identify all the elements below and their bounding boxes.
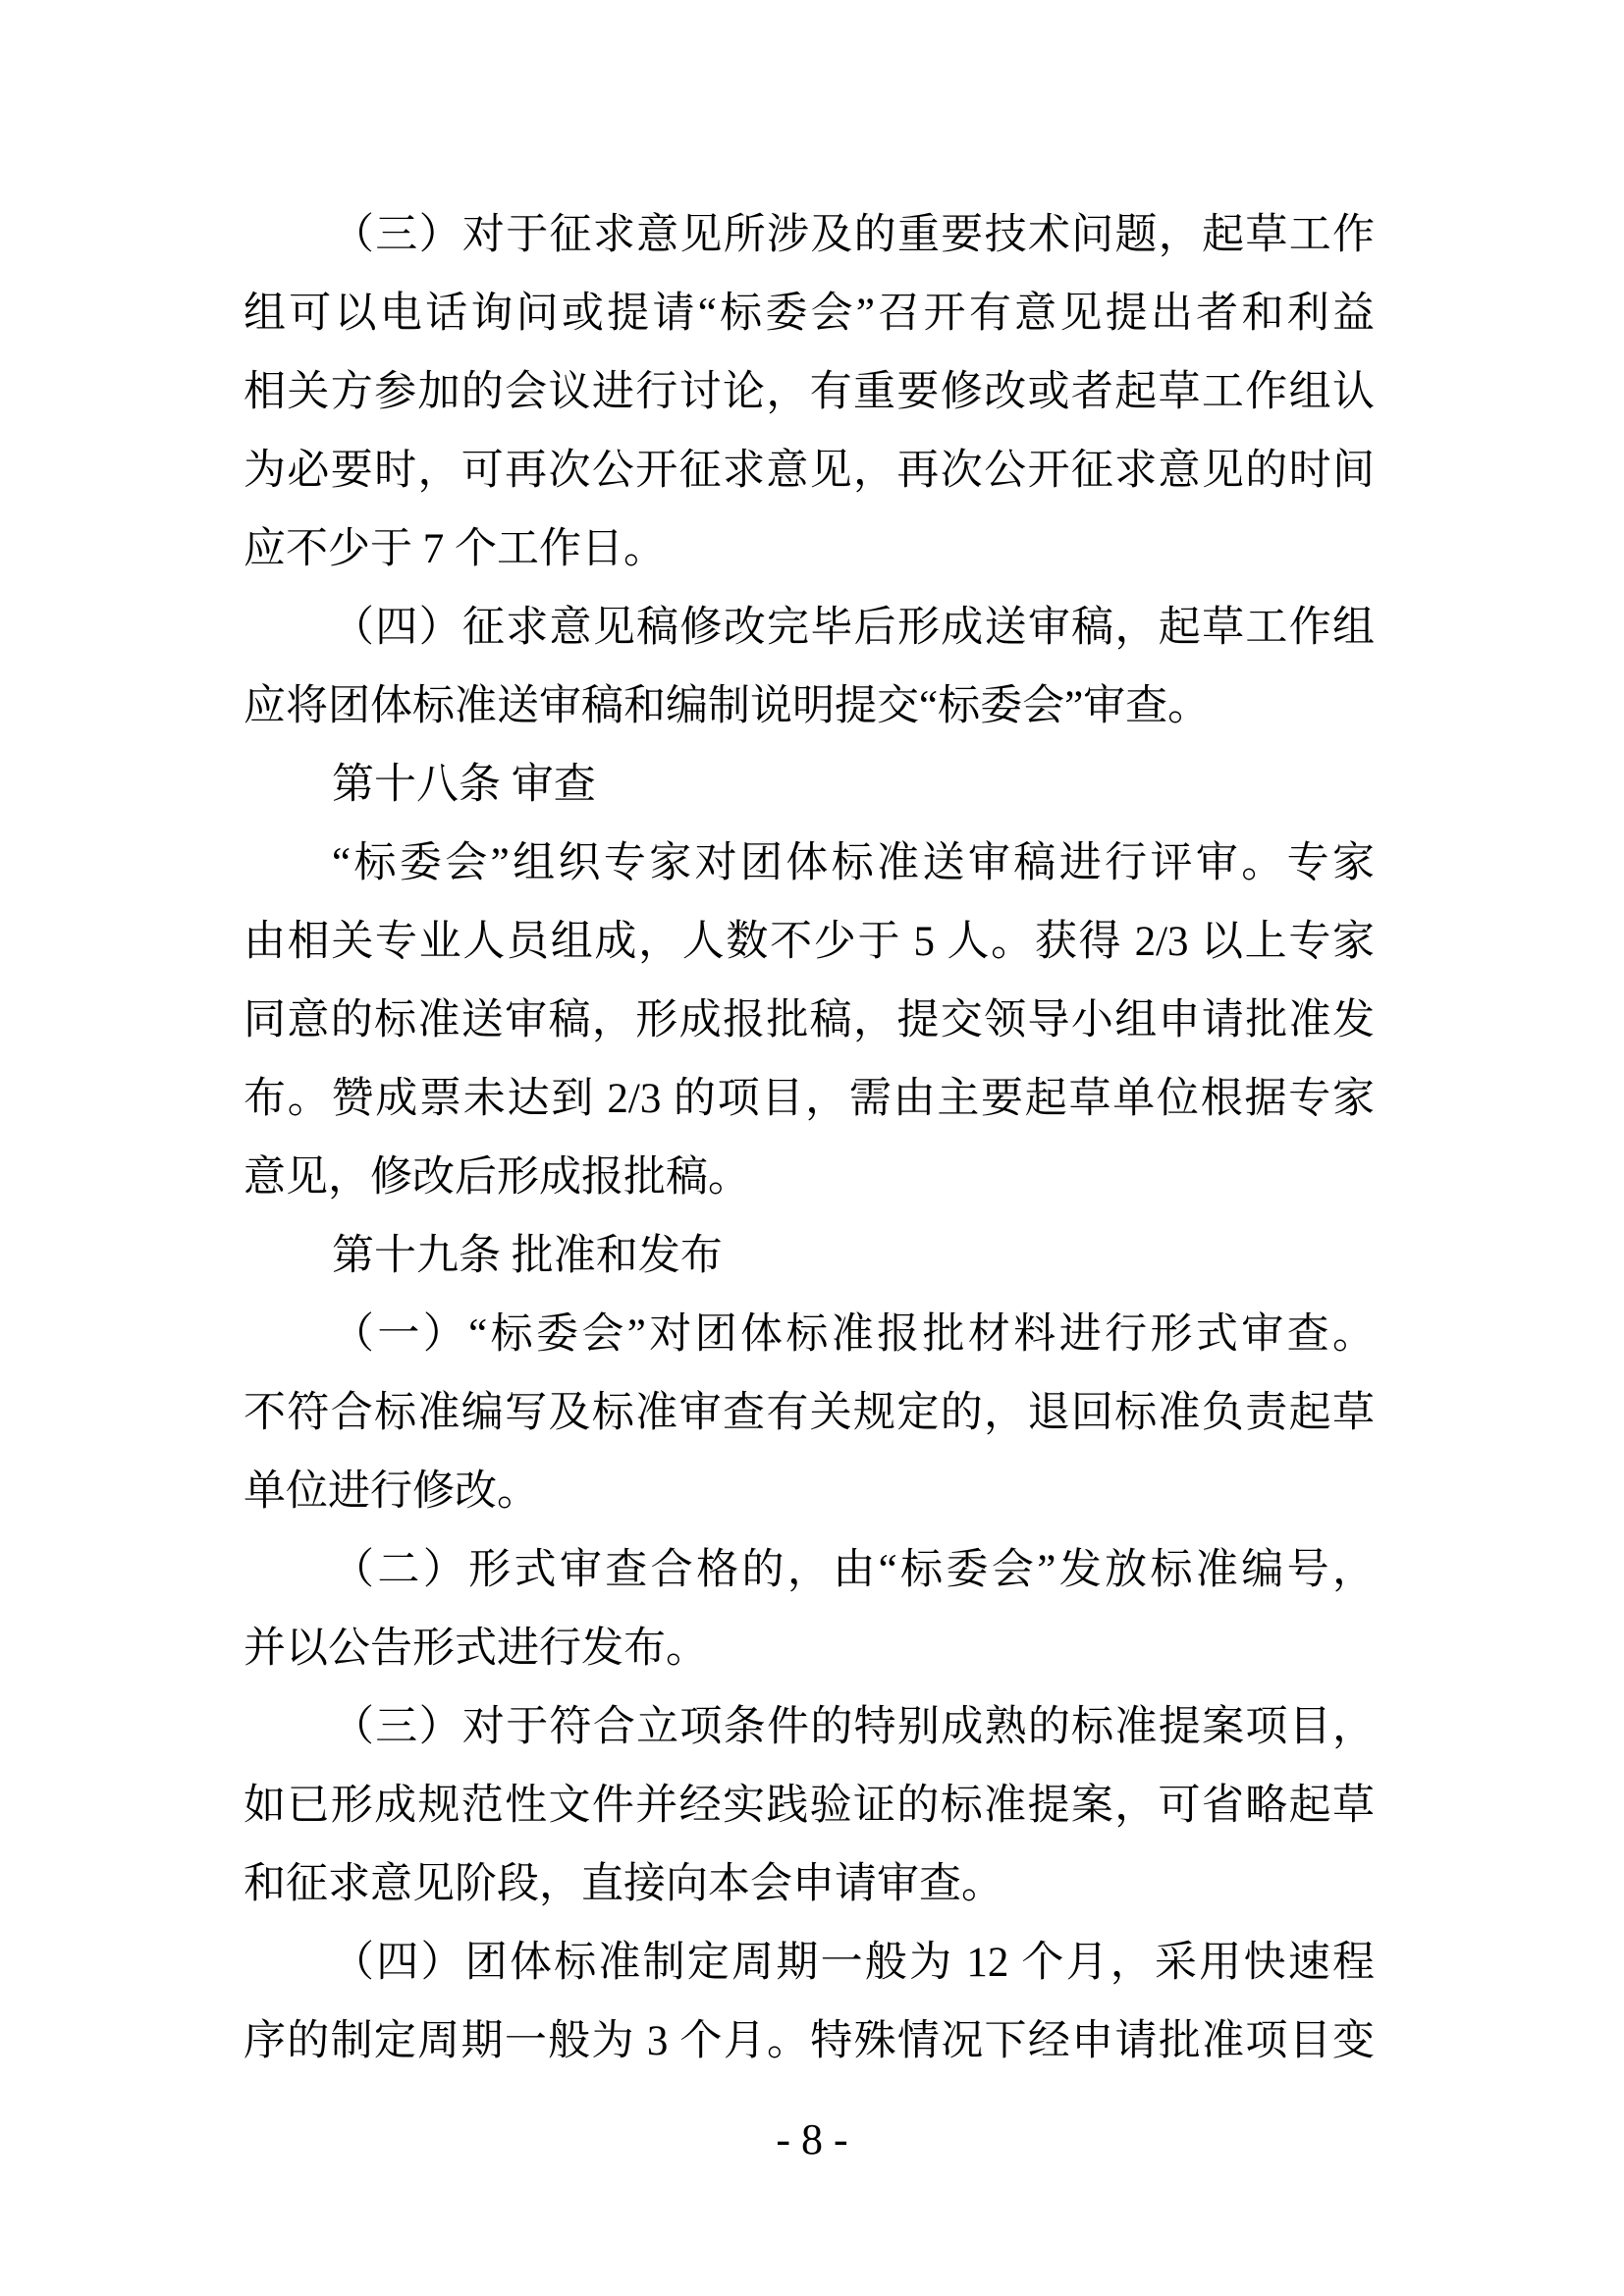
paragraph-line: 意见，修改后形成报批稿。	[244, 1154, 750, 1201]
paragraph-line: （二）形式审查合格的，由“标委会”发放标准编号，	[332, 1547, 1375, 1593]
paragraph-line: 应将团体标准送审稿和编制说明提交“标委会”审查。	[244, 683, 1211, 729]
document-body	[244, 196, 1375, 2081]
paragraph-line: “标委会”组织专家对团体标准送审稿进行评审。专家	[332, 840, 1375, 886]
paragraph-line: 和征求意见阶段，直接向本会申请审查。	[244, 1861, 1003, 1907]
paragraph-line: （一）“标委会”对团体标准报批材料进行形式审查。	[332, 1311, 1375, 1358]
paragraph-line: 应不少于 7 个工作日。	[244, 526, 666, 572]
paragraph-line: （三）对于符合立项条件的特别成熟的标准提案项目，	[332, 1704, 1375, 1750]
paragraph-line: 并以公告形式进行发布。	[244, 1626, 708, 1672]
paragraph-line: 同意的标准送审稿，形成报批稿，提交领导小组申请批准发	[244, 997, 1375, 1043]
paragraph-line: 为必要时，可再次公开征求意见，再次公开征求意见的时间	[244, 448, 1375, 494]
paragraph-line: （三）对于征求意见所涉及的重要技术问题，起草工作	[332, 212, 1375, 258]
heading-line: 第十八条 审查	[332, 762, 596, 808]
paragraph-line: 布。赞成票未达到 2/3 的项目，需由主要起草单位根据专家	[244, 1076, 1375, 1122]
heading-line: 第十九条 批准和发布	[332, 1233, 723, 1279]
paragraph-line: （四）团体标准制定周期一般为 12 个月，采用快速程	[332, 1940, 1375, 1986]
paragraph-line: 如已形成规范性文件并经实践验证的标准提案，可省略起草	[244, 1783, 1375, 1829]
page-number: - 8 -	[776, 2115, 848, 2163]
paragraph-line: 由相关专业人员组成，人数不少于 5 人。获得 2/3 以上专家	[244, 919, 1375, 965]
paragraph-line: 相关方参加的会议进行讨论，有重要修改或者起草工作组认	[244, 369, 1375, 415]
paragraph-line: 序的制定周期一般为 3 个月。特殊情况下经申请批准项目变	[244, 2018, 1375, 2064]
paragraph-line: （四）征求意见稿修改完毕后形成送审稿，起草工作组	[332, 605, 1375, 651]
paragraph-line: 单位进行修改。	[244, 1468, 539, 1515]
paragraph-line: 不符合标准编写及标准审查有关规定的，退回标准负责起草	[244, 1390, 1375, 1436]
paragraph-line: 组可以电话询问或提请“标委会”召开有意见提出者和利益	[244, 291, 1375, 337]
